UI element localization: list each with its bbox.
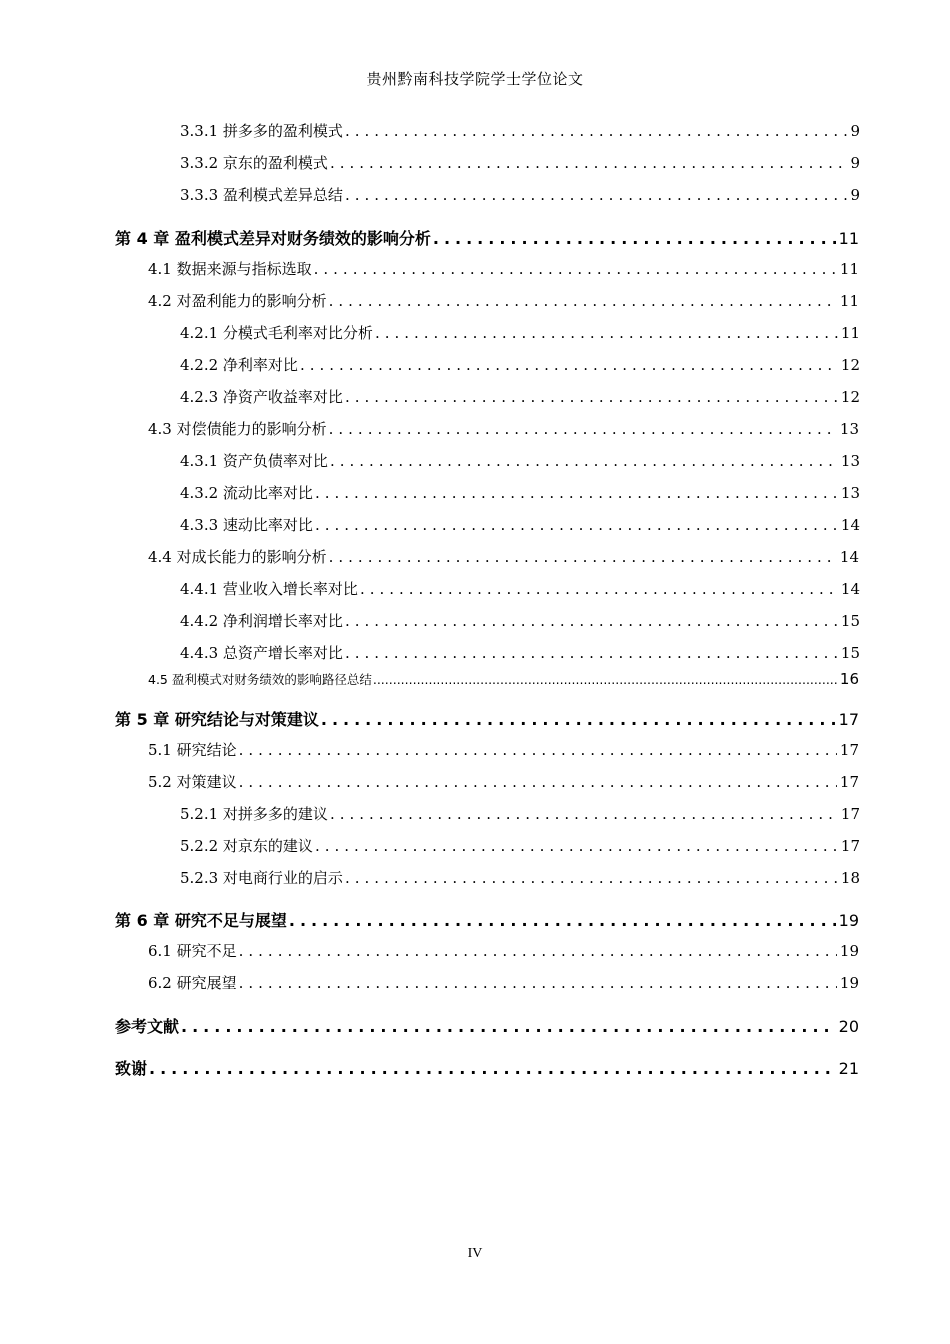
toc-chapter-entry[interactable]: [115, 1056, 859, 1079]
toc-chapter-entry[interactable]: [115, 226, 859, 249]
toc-entry-label: 4.3.2 流动比率对比: [180, 484, 313, 502]
toc-entry-page: 18: [840, 869, 860, 887]
toc-entry-label: 参考文献: [115, 1017, 180, 1036]
toc-leader-dots: [329, 292, 837, 310]
toc-leader-dots: [315, 837, 838, 855]
toc-entry-label: 4.4 对成长能力的影响分析: [148, 548, 327, 566]
toc-entry-label: 4.1 数据来源与指标选取: [148, 260, 312, 278]
toc-entry[interactable]: [180, 152, 860, 173]
toc-entry[interactable]: [148, 972, 859, 993]
toc-entry-label: 4.4.2 净利润增长率对比: [180, 612, 343, 630]
toc-entry-page: 11: [838, 229, 859, 248]
toc-entry-label: 5.2 对策建议: [148, 773, 237, 791]
toc-leader-dots: [300, 356, 838, 374]
toc-entry[interactable]: [148, 418, 859, 439]
toc-leader-dots: [345, 122, 848, 140]
toc-leader-dots: [314, 260, 837, 278]
toc-entry-page: 17: [839, 741, 859, 759]
toc-entry-page: 13: [840, 484, 860, 502]
toc-leader-dots: [321, 710, 836, 729]
toc-entry-page: 21: [838, 1059, 859, 1078]
toc-chapter-entry[interactable]: [115, 908, 859, 931]
toc-entry-page: 11: [840, 324, 860, 342]
toc-entry[interactable]: [148, 771, 859, 792]
toc-entry-page: 12: [840, 356, 860, 374]
toc-leader-dots: [345, 186, 848, 204]
toc-leader-dots: [239, 974, 837, 992]
toc-entry-page: 12: [840, 388, 860, 406]
toc-entry[interactable]: [148, 739, 859, 760]
toc-leader-dots: [330, 154, 848, 172]
toc-entry-label: 6.1 研究不足: [148, 942, 237, 960]
toc-entry-page: 19: [839, 974, 859, 992]
toc-entry-label: 5.2.3 对电商行业的启示: [180, 869, 343, 887]
toc-entry[interactable]: [148, 940, 859, 961]
toc-leader-dots: [375, 324, 838, 342]
toc-entry-label: 4.2 对盈利能力的影响分析: [148, 292, 327, 310]
toc-leader-dots: [181, 1017, 836, 1036]
toc-entry-label: 第 5 章 研究结论与对策建议: [115, 710, 319, 729]
toc-leader-dots: [329, 420, 837, 438]
toc-leader-dots: [345, 388, 838, 406]
toc-entry-page: 20: [838, 1017, 859, 1036]
toc-entry[interactable]: [180, 322, 860, 343]
toc-entry-label: 第 4 章 盈利模式差异对财务绩效的影响分析: [115, 229, 431, 248]
toc-entry[interactable]: [180, 184, 860, 205]
toc-entry[interactable]: [180, 578, 860, 599]
toc-entry-page: 17: [840, 837, 860, 855]
toc-entry-page: 17: [839, 773, 859, 791]
toc-entry-page: 9: [850, 122, 860, 140]
toc-leader-dots: [239, 741, 837, 759]
toc-entry-page: 14: [839, 548, 859, 566]
toc-leader-dots: [345, 644, 838, 662]
toc-entry-label: 4.3.1 资产负债率对比: [180, 452, 328, 470]
toc-entry-page: 14: [840, 516, 860, 534]
toc-entry[interactable]: [180, 514, 860, 535]
toc-entry-label: 4.3.3 速动比率对比: [180, 516, 313, 534]
toc-entry-page: 15: [840, 612, 860, 630]
toc-entry-label: 4.4.1 营业收入增长率对比: [180, 580, 358, 598]
toc-leader-dots: [289, 911, 836, 930]
toc-entry-label: 3.3.2 京东的盈利模式: [180, 154, 328, 172]
toc-entry-page: 13: [840, 452, 860, 470]
toc-entry-page: 9: [850, 186, 860, 204]
toc-leader-dots: [149, 1059, 836, 1078]
toc-entry[interactable]: [180, 482, 860, 503]
toc-entry[interactable]: [180, 803, 860, 824]
toc-entry[interactable]: [180, 610, 860, 631]
toc-entry-label: 4.3 对偿债能力的影响分析: [148, 420, 327, 438]
toc-entry-label: 6.2 研究展望: [148, 974, 237, 992]
page-number-footer: IV: [467, 1246, 483, 1261]
toc-leader-dots: [345, 612, 838, 630]
toc-leader-dots: [433, 229, 836, 248]
toc-entry-page: 16: [839, 670, 859, 688]
toc-entry[interactable]: [148, 546, 859, 567]
toc-entry-label: 5.2.1 对拼多多的建议: [180, 805, 328, 823]
toc-entry-page: 17: [840, 805, 860, 823]
toc-leader-dots: [373, 672, 839, 687]
toc-entry[interactable]: [180, 386, 860, 407]
toc-entry-page: 9: [850, 154, 860, 172]
toc-entry-label: 5.1 研究结论: [148, 741, 237, 759]
toc-entry-label: 4.4.3 总资产增长率对比: [180, 644, 343, 662]
toc-entry-label: 4.2.3 净资产收益率对比: [180, 388, 343, 406]
toc-entry-label: 3.3.3 盈利模式差异总结: [180, 186, 343, 204]
toc-entry[interactable]: [180, 354, 860, 375]
toc-leader-dots: [330, 452, 838, 470]
toc-entry-page: 11: [839, 260, 859, 278]
toc-leader-dots: [360, 580, 838, 598]
toc-entry[interactable]: [180, 450, 860, 471]
toc-leader-dots: [315, 516, 838, 534]
toc-leader-dots: [239, 773, 837, 791]
toc-entry-label: 5.2.2 对京东的建议: [180, 837, 313, 855]
toc-entry[interactable]: [180, 642, 860, 663]
toc-entry[interactable]: [180, 835, 860, 856]
running-header: 贵州黔南科技学院学士学位论文: [366, 70, 584, 88]
toc-leader-dots: [345, 869, 838, 887]
toc-entry-page: 19: [839, 942, 859, 960]
toc-entry-page: 11: [839, 292, 859, 310]
toc-entry-page: 15: [840, 644, 860, 662]
toc-entry-label: 3.3.1 拼多多的盈利模式: [180, 122, 343, 140]
toc-entry-label: 4.5 盈利模式对财务绩效的影响路径总结: [148, 672, 372, 687]
toc-leader-dots: [330, 805, 838, 823]
toc-entry-page: 17: [838, 710, 859, 729]
toc-entry[interactable]: [148, 258, 859, 279]
toc-chapter-entry[interactable]: [115, 1014, 859, 1037]
toc-entry[interactable]: [180, 120, 860, 141]
toc-chapter-entry[interactable]: [115, 707, 859, 730]
toc-leader-dots: [239, 942, 837, 960]
toc-entry-page: 14: [840, 580, 860, 598]
toc-entry[interactable]: [148, 290, 859, 311]
toc-entry-label: 4.2.1 分模式毛利率对比分析: [180, 324, 373, 342]
toc-entry-label: 第 6 章 研究不足与展望: [115, 911, 287, 930]
toc-leader-dots: [315, 484, 838, 502]
toc-entry-label: 4.2.2 净利率对比: [180, 356, 298, 374]
toc-entry-page: 19: [838, 911, 859, 930]
toc-entry[interactable]: [148, 670, 859, 688]
toc-entry-label: 致谢: [115, 1059, 148, 1078]
toc-leader-dots: [329, 548, 837, 566]
toc-entry-page: 13: [839, 420, 859, 438]
toc-entry[interactable]: [180, 867, 860, 888]
